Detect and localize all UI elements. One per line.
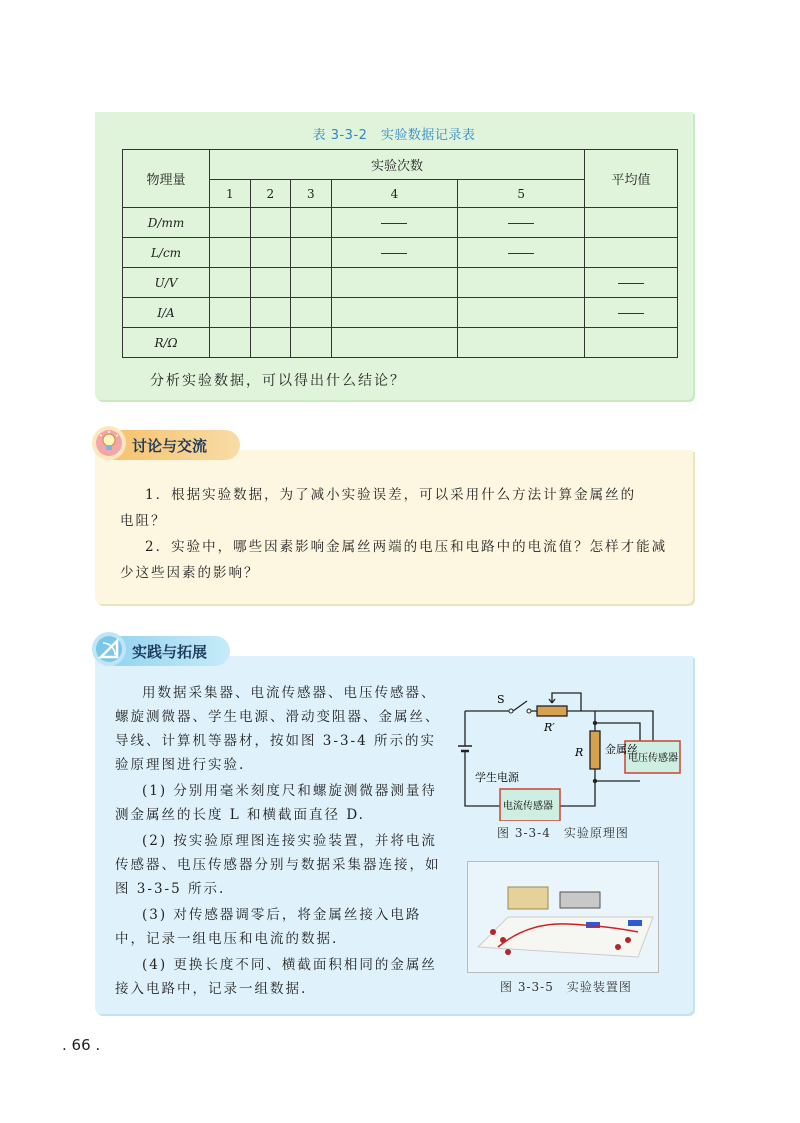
table-row bbox=[123, 298, 678, 328]
figure-caption-circuit: 图 3-3-4 实验原理图 bbox=[497, 826, 629, 840]
dash-mark bbox=[618, 313, 644, 314]
ruler-triangle-icon bbox=[92, 632, 126, 666]
row-label: L/cm bbox=[123, 238, 210, 268]
rheostat-label: R′ bbox=[544, 721, 555, 734]
practice-text bbox=[115, 681, 450, 1003]
dash-mark bbox=[508, 253, 534, 254]
practice-step-4: (4) 更换长度不同、横截面积相同的金属丝接入电路中，记录一组数据. bbox=[115, 957, 437, 997]
dash-mark bbox=[508, 223, 534, 224]
data-record-table bbox=[122, 149, 678, 358]
apparatus-photo bbox=[467, 861, 659, 973]
page-number: . 66 . bbox=[62, 1036, 101, 1054]
practice-panel bbox=[95, 656, 693, 1014]
analysis-question: 分析实验数据，可以得出什么结论？ bbox=[150, 373, 406, 389]
table-row bbox=[123, 328, 678, 358]
header-quantity: 物理量 bbox=[123, 150, 210, 208]
discussion-q1-cont: 电阻？ bbox=[120, 513, 167, 529]
switch-label: S bbox=[497, 693, 505, 706]
trial-number: 2 bbox=[250, 180, 291, 208]
practice-step-2: (2) 按实验原理图连接实验装置，并将电流传感器、电压传感器分别与数据采集器连接，如图 3-3-5 所示. bbox=[115, 833, 441, 897]
practice-title: 实践与拓展 bbox=[132, 642, 208, 661]
trial-number: 1 bbox=[210, 180, 251, 208]
row-label: I/A bbox=[123, 298, 210, 328]
current-sensor-label: 电流传感器 bbox=[503, 801, 553, 812]
trial-number: 4 bbox=[331, 180, 458, 208]
dash-mark bbox=[381, 223, 407, 224]
dash-mark bbox=[618, 283, 644, 284]
discussion-q2: 2．实验中，哪些因素影响金属丝两端的电压和电路中的电流值？怎样才能减 bbox=[145, 539, 668, 555]
discussion-q2-cont: 少这些因素的影响？ bbox=[120, 565, 260, 581]
resistor-label: R bbox=[575, 746, 584, 759]
practice-step-1: (1) 分别用毫米刻度尺和螺旋测微器测量待测金属丝的长度 L 和横截面直径 D. bbox=[115, 783, 437, 823]
table-row bbox=[123, 208, 678, 238]
power-supply-label: 学生电源 bbox=[475, 771, 519, 784]
practice-step-3: (3) 对传感器调零后，将金属丝接入电路中，记录一组电压和电流的数据. bbox=[115, 907, 422, 947]
practice-banner bbox=[100, 636, 230, 666]
circuit-diagram bbox=[455, 681, 685, 821]
row-label: U/V bbox=[123, 268, 210, 298]
voltage-sensor-label: 电压传感器 bbox=[628, 753, 678, 764]
practice-intro: 用数据采集器、电流传感器、电压传感器、螺旋测微器、学生电源、滑动变阻器、金属丝、导线、计算机等器材，按如图 3-3-4 所示的实验原理图进行实验. bbox=[115, 685, 441, 773]
discussion-q1: 1．根据实验数据，为了减小实验误差，可以采用什么方法计算金属丝的 bbox=[145, 487, 637, 503]
table-row bbox=[123, 238, 678, 268]
table-title: 表 3-3-2 实验数据记录表 bbox=[312, 128, 476, 143]
trial-number: 3 bbox=[291, 180, 332, 208]
table-row bbox=[123, 268, 678, 298]
row-label: R/Ω bbox=[123, 328, 210, 358]
metal-wire-label: 金属丝 bbox=[605, 743, 638, 756]
trial-number: 5 bbox=[458, 180, 585, 208]
data-table-panel bbox=[95, 112, 693, 400]
header-average: 平均值 bbox=[585, 150, 678, 208]
dash-mark bbox=[381, 253, 407, 254]
discussion-title: 讨论与交流 bbox=[132, 436, 208, 455]
lightbulb-icon bbox=[92, 426, 126, 460]
row-label: D/mm bbox=[123, 208, 210, 238]
header-trials: 实验次数 bbox=[210, 150, 585, 180]
discussion-banner bbox=[100, 430, 240, 460]
discussion-panel bbox=[95, 450, 693, 604]
figure-caption-apparatus: 图 3-3-5 实验装置图 bbox=[500, 980, 632, 994]
